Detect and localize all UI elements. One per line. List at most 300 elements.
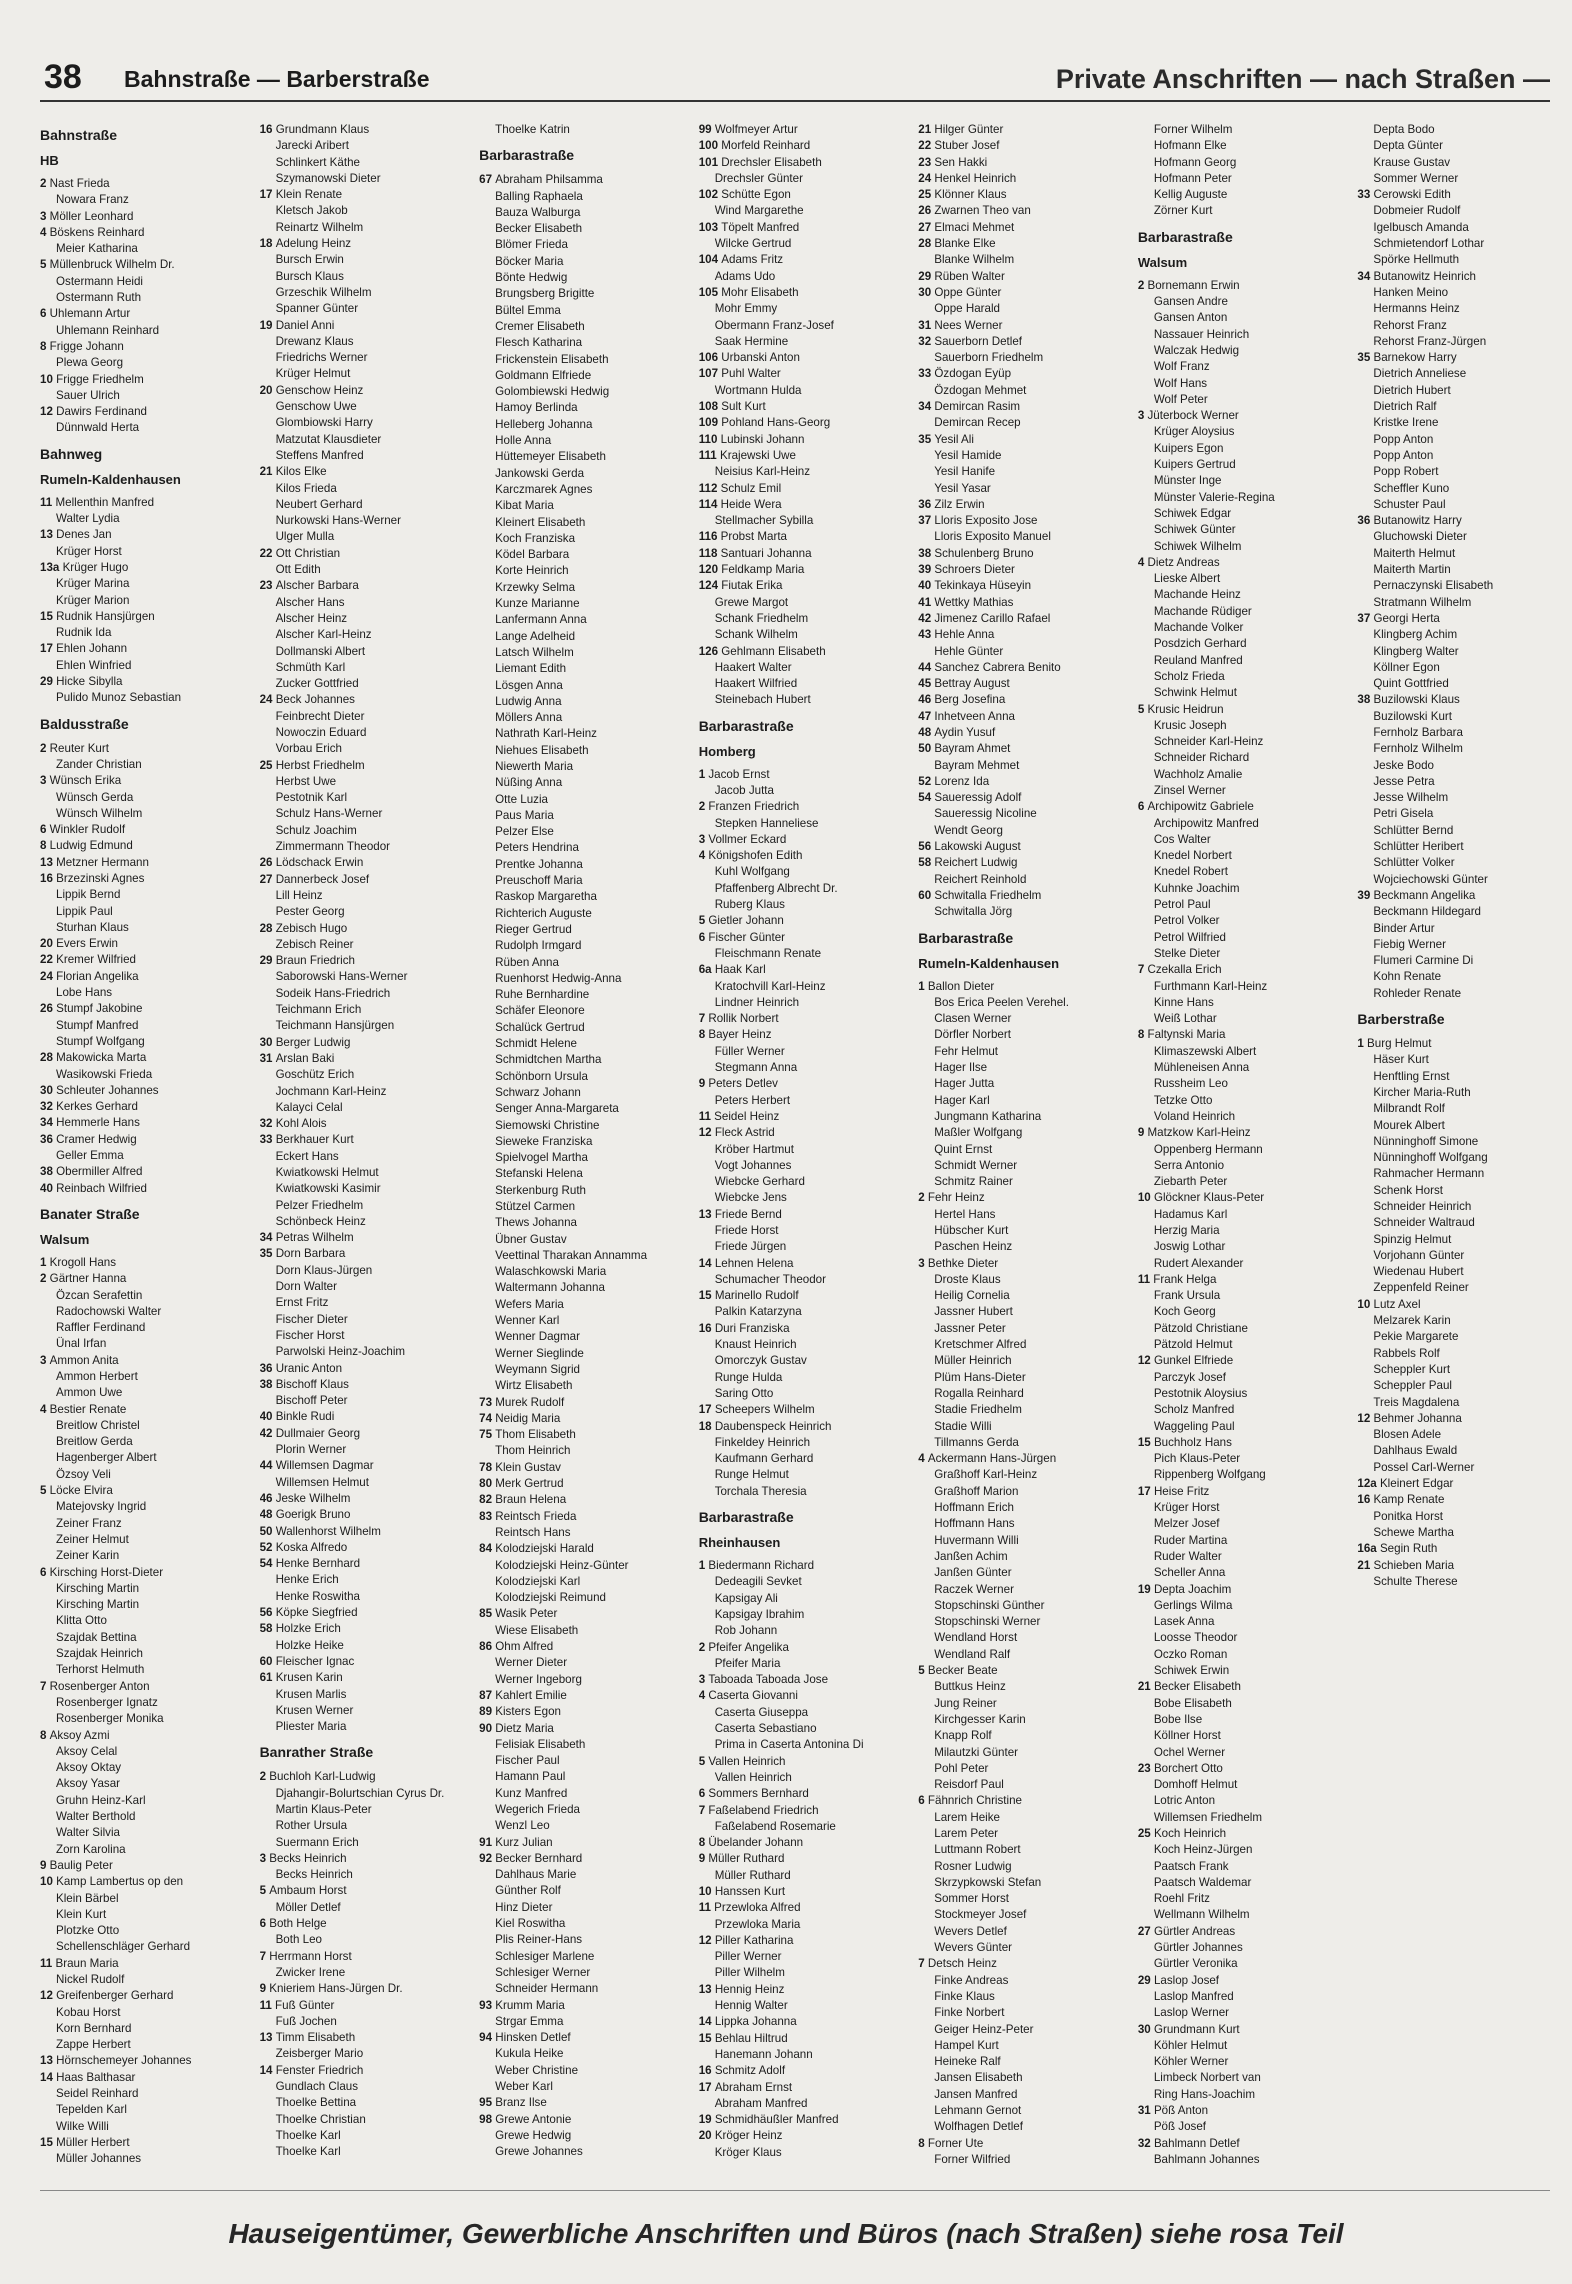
resident-entry: Wevers Günter: [934, 1941, 1012, 1955]
resident-entry: 38 Schulenberg Bruno: [918, 546, 1034, 560]
resident-entry: Dahlhaus Marie: [495, 1868, 577, 1882]
resident-entry: Jesse Wilhelm: [1373, 791, 1449, 805]
resident-entry: Veettinal Tharakan Annamma: [495, 1248, 648, 1262]
resident-entry: Flesch Katharina: [495, 336, 583, 350]
resident-entry: 3 Möller Leonhard: [40, 209, 134, 223]
resident-entry: Wenzl Leo: [495, 1819, 550, 1833]
resident-entry: Blömer Frieda: [495, 238, 568, 252]
resident-entry: Klingberg Walter: [1373, 644, 1459, 658]
resident-entry: Goldmann Elfriede: [495, 368, 592, 382]
resident-entry: 74 Neidig Maria: [479, 1411, 561, 1425]
resident-entry: Krüger Aloysius: [1153, 425, 1235, 439]
resident-entry: Münster Inge: [1153, 474, 1222, 488]
resident-entry: Zörner Kurt: [1153, 204, 1213, 218]
resident-entry: Treis Magdalena: [1373, 1395, 1460, 1409]
resident-entry: Wind Margarethe: [714, 204, 804, 218]
resident-entry: Lippik Bernd: [56, 888, 121, 902]
resident-entry: 6 Winkler Rudolf: [40, 823, 126, 837]
resident-entry: 86 Ohm Alfred: [479, 1640, 554, 1654]
street-heading: Baldusstraße: [40, 715, 129, 732]
resident-entry: Peters Hendrina: [495, 841, 579, 855]
resident-entry: Köllner Egon: [1373, 660, 1440, 674]
resident-entry: Blanke Wilhelm: [934, 253, 1015, 267]
resident-entry: Wiese Elisabeth: [495, 1623, 579, 1637]
resident-entry: Niehues Elisabeth: [495, 743, 589, 757]
resident-entry: Übner Gustav: [495, 1232, 567, 1246]
resident-entry: 105 Mohr Elisabeth: [698, 285, 799, 299]
resident-entry: Forner Wilhelm: [1153, 123, 1233, 136]
resident-entry: Stadie Willi: [934, 1419, 992, 1433]
directory-columns: [40, 122, 1555, 2172]
resident-entry: 9 Baulig Peter: [40, 1858, 113, 1872]
resident-entry: 42 Jimenez Carillo Rafael: [918, 611, 1051, 625]
resident-entry: Kuhnke Joachim: [1153, 881, 1240, 895]
resident-entry: 37 Lloris Exposito Jose: [918, 514, 1038, 528]
resident-entry: 40 Binkle Rudi: [259, 1410, 335, 1424]
resident-entry: 11 Braun Maria: [40, 1956, 119, 1970]
resident-entry: Szajdak Heinrich: [56, 1647, 143, 1661]
resident-entry: Melzer Josef: [1153, 1517, 1220, 1531]
resident-entry: Wolfhagen Detlef: [934, 2120, 1023, 2134]
resident-entry: Kirsching Martin: [56, 1581, 140, 1595]
resident-entry: Finke Andreas: [934, 1973, 1009, 1987]
resident-entry: 19 Schmidhäußler Manfred: [698, 2113, 839, 2127]
resident-entry: 80 Merk Gertrud: [479, 1477, 564, 1491]
resident-entry: 8 Übelander Johann: [698, 1836, 804, 1850]
resident-entry: Heineke Ralf: [934, 2055, 1001, 2069]
resident-entry: Häser Kurt: [1373, 1053, 1429, 1067]
resident-entry: Rudert Alexander: [1153, 1256, 1244, 1270]
resident-entry: 5 Ambaum Horst: [259, 1884, 347, 1898]
resident-entry: Hofmann Peter: [1153, 171, 1232, 185]
resident-entry: Özsoy Veli: [56, 1467, 111, 1481]
resident-entry: Bursch Erwin: [275, 253, 344, 267]
resident-entry: 32 Kohl Alois: [259, 1117, 327, 1131]
resident-entry: 28 Zebisch Hugo: [259, 921, 348, 935]
resident-entry: 10 Glöckner Klaus-Peter: [1137, 1191, 1265, 1205]
resident-entry: Krüger Marina: [56, 577, 130, 591]
resident-entry: Caserta Giuseppa: [714, 1705, 809, 1719]
resident-entry: Fischer Dieter: [275, 1312, 348, 1326]
resident-entry: Machande Heinz: [1153, 588, 1241, 602]
resident-entry: 8 Aksoy Azmi: [40, 1728, 110, 1742]
resident-entry: 20 Kröger Heinz: [698, 2129, 783, 2143]
resident-entry: Tetzke Otto: [1153, 1093, 1213, 1107]
resident-entry: Rob Johann: [714, 1624, 778, 1638]
resident-entry: Schneider Richard: [1153, 751, 1250, 765]
resident-entry: Zinsel Werner: [1153, 783, 1226, 797]
resident-entry: 12a Kleinert Edgar: [1357, 1477, 1454, 1491]
resident-entry: Waggeling Paul: [1153, 1419, 1235, 1433]
resident-entry: Walter Lydia: [56, 512, 120, 526]
resident-entry: Pelzer Else: [495, 825, 554, 839]
resident-entry: 35 Yesil Ali: [918, 432, 974, 446]
resident-entry: Krzewky Selma: [495, 580, 576, 594]
resident-entry: Krüger Helmut: [275, 367, 351, 381]
resident-entry: Larem Peter: [934, 1826, 999, 1840]
resident-entry: Torchala Theresia: [714, 1484, 807, 1498]
page-title: Bahnstraße — Barberstraße: [124, 66, 430, 92]
resident-entry: Buzilowski Kurt: [1373, 709, 1452, 723]
resident-entry: Ulger Mulla: [275, 530, 335, 544]
resident-entry: Depta Bodo: [1373, 123, 1435, 136]
resident-entry: Stopschinski Günther: [934, 1598, 1045, 1612]
resident-entry: Kolodziejski Heinz-Günter: [495, 1558, 629, 1572]
resident-entry: Sommer Horst: [934, 1892, 1009, 1906]
resident-entry: Wortmann Hulda: [714, 383, 802, 397]
resident-entry: Kunze Marianne: [495, 597, 580, 611]
resident-entry: 30 Oppe Günter: [918, 285, 1002, 299]
resident-entry: Laslop Manfred: [1153, 1989, 1234, 2003]
resident-entry: Becks Heinrich: [275, 1868, 353, 1882]
resident-entry: Jochmann Karl-Heinz: [275, 1084, 387, 1098]
resident-entry: Hadamus Karl: [1153, 1207, 1228, 1221]
resident-entry: Fernholz Barbara: [1373, 725, 1463, 739]
resident-entry: 46 Jeske Wilhelm: [259, 1491, 351, 1505]
resident-entry: Pestotnik Aloysius: [1153, 1386, 1248, 1400]
district-heading: Walsum: [40, 1231, 90, 1247]
resident-entry: Limbeck Norbert van: [1153, 2071, 1261, 2085]
resident-entry: Kiel Roswitha: [495, 1917, 566, 1931]
resident-entry: Reichert Reinhold: [934, 872, 1027, 886]
resident-entry: 26 Lödschack Erwin: [259, 856, 364, 870]
resident-entry: 16 Duri Franziska: [698, 1321, 790, 1335]
resident-entry: 124 Fiutak Erika: [698, 579, 783, 593]
resident-entry: Lobe Hans: [56, 986, 113, 1000]
resident-entry: Nünninghoff Wolfgang: [1373, 1151, 1488, 1165]
resident-entry: Rosenberger Ignatz: [56, 1695, 158, 1709]
resident-entry: 4 Böskens Reinhard: [40, 225, 145, 239]
resident-entry: 13a Krüger Hugo: [40, 560, 129, 574]
footer-note: Hauseigentümer, Gewerbliche Anschriften und Büros (nach Straßen) siehe rosa Teil: [228, 2218, 1344, 2249]
resident-entry: Piller Werner: [714, 1950, 782, 1964]
resident-entry: Kibat Maria: [495, 499, 554, 513]
resident-entry: 10 Kamp Lambertus op den: [40, 1875, 184, 1889]
resident-entry: 41 Wettky Mathias: [918, 595, 1014, 609]
resident-entry: Werner Dieter: [495, 1656, 568, 1670]
resident-entry: 120 Feldkamp Maria: [698, 563, 805, 577]
resident-entry: Saueressig Nicoline: [934, 807, 1037, 821]
resident-entry: 28 Blanke Elke: [918, 237, 996, 251]
resident-entry: 17 Scheepers Wilhelm: [698, 1403, 815, 1417]
resident-entry: 27 Elmaci Mehmet: [918, 220, 1015, 234]
resident-entry: Hager Karl: [934, 1093, 990, 1107]
resident-entry: Wenner Karl: [495, 1314, 560, 1328]
resident-entry: Binder Artur: [1373, 921, 1435, 935]
resident-entry: 15 Buchholz Hans: [1137, 1435, 1232, 1449]
resident-entry: 24 Florian Angelika: [40, 969, 139, 983]
resident-entry: 11 Fuß Günter: [259, 1998, 335, 2012]
resident-entry: Piller Wilhelm: [714, 1966, 785, 1980]
resident-entry: 29 Hicke Sibylla: [40, 675, 123, 689]
resident-entry: Hampel Kurt: [934, 2038, 999, 2052]
resident-entry: Jankowski Gerda: [495, 466, 585, 480]
resident-entry: 16 Kamp Renate: [1357, 1493, 1445, 1507]
resident-entry: Peters Herbert: [714, 1093, 791, 1107]
resident-entry: 39 Beckmann Angelika: [1357, 888, 1476, 902]
resident-entry: Vallen Heinrich: [714, 1770, 792, 1784]
resident-entry: 33 Berkhauer Kurt: [259, 1133, 354, 1147]
resident-entry: 16 Schmitz Adolf: [698, 2064, 786, 2078]
resident-entry: Strgar Emma: [495, 2014, 564, 2028]
resident-entry: 3 Ammon Anita: [40, 1353, 119, 1367]
resident-entry: 25 Klönner Klaus: [918, 188, 1007, 202]
resident-entry: 4 Ackermann Hans-Jürgen: [918, 1452, 1057, 1466]
resident-entry: Kröber Hartmut: [714, 1142, 794, 1156]
resident-entry: 4 Dietz Andreas: [1137, 555, 1220, 569]
resident-entry: Scholz Manfred: [1153, 1403, 1235, 1417]
resident-entry: Hüttemeyer Elisabeth: [495, 450, 606, 464]
resident-entry: 13 Hennig Heinz: [698, 1982, 785, 1996]
resident-entry: Saak Hermine: [714, 334, 789, 348]
resident-entry: Rohleder Renate: [1373, 986, 1462, 1000]
resident-entry: 35 Dorn Barbara: [259, 1247, 346, 1261]
resident-entry: 16 Brzezinski Agnes: [40, 871, 145, 885]
resident-entry: Ünal Irfan: [56, 1337, 107, 1351]
resident-entry: Lasek Anna: [1153, 1615, 1215, 1629]
resident-entry: Aksoy Oktay: [56, 1761, 122, 1775]
resident-entry: Quint Gottfried: [1373, 677, 1449, 691]
resident-entry: Wasikowski Frieda: [56, 1067, 153, 1081]
resident-entry: 56 Köpke Siegfried: [259, 1606, 358, 1620]
resident-entry: Obermann Franz-Josef: [714, 318, 834, 332]
resident-entry: Koch Georg: [1153, 1305, 1216, 1319]
resident-entry: Wilke Willi: [56, 2119, 109, 2133]
resident-entry: Knedel Norbert: [1153, 849, 1232, 863]
resident-entry: Golombiewski Hedwig: [495, 385, 610, 399]
resident-entry: Lindner Heinrich: [714, 995, 800, 1009]
resident-entry: 2 Pfeifer Angelika: [698, 1640, 789, 1654]
resident-entry: Bauza Walburga: [495, 205, 581, 219]
resident-entry: Waltermann Johanna: [495, 1281, 605, 1295]
resident-entry: Zebisch Reiner: [275, 937, 354, 951]
resident-entry: Schellenschläger Gerhard: [56, 1940, 191, 1954]
resident-entry: Alscher Karl-Heinz: [275, 628, 372, 642]
resident-entry: Gundlach Claus: [275, 2080, 359, 2094]
resident-entry: Schwarz Johann: [495, 1085, 581, 1099]
resident-entry: Pernaczynski Elisabeth: [1373, 579, 1494, 593]
resident-entry: Goschütz Erich: [275, 1068, 355, 1082]
resident-entry: Thom Heinrich: [495, 1444, 571, 1458]
resident-entry: 52 Lorenz Ida: [918, 774, 990, 788]
resident-entry: Kwiatkowski Kasimir: [275, 1182, 381, 1196]
resident-entry: Dietrich Ralf: [1373, 400, 1437, 414]
resident-entry: Machande Volker: [1153, 621, 1244, 635]
resident-entry: 33 Özdogan Eyüp: [918, 367, 1012, 381]
resident-entry: Kalayci Celal: [275, 1100, 343, 1114]
resident-entry: 26 Stumpf Jakobine: [40, 1002, 143, 1016]
resident-entry: Dörfler Norbert: [934, 1028, 1011, 1042]
resident-entry: Runge Hulda: [714, 1370, 783, 1384]
street-heading: Banrather Straße: [259, 1744, 374, 1761]
resident-entry: 2 Buchloh Karl-Ludwig: [259, 1770, 376, 1784]
street-heading: Barbarastraße: [479, 147, 575, 164]
resident-entry: Wendt Georg: [934, 823, 1003, 837]
resident-entry: Brungsberg Brigitte: [495, 287, 595, 301]
resident-entry: Paus Maria: [495, 808, 554, 822]
resident-entry: Maiterth Helmut: [1373, 546, 1456, 560]
resident-entry: 18 Daubenspeck Heinrich: [698, 1419, 832, 1433]
resident-entry: 31 Arslan Baki: [259, 1051, 335, 1065]
street-heading: Barbarastraße: [918, 929, 1014, 946]
resident-entry: Plis Reiner-Hans: [495, 1933, 583, 1947]
resident-entry: Schank Friedhelm: [714, 611, 809, 625]
resident-entry: Vorbau Erich: [275, 742, 342, 756]
district-heading: Homberg: [698, 743, 756, 759]
resident-entry: Hager Jutta: [934, 1077, 995, 1091]
resident-entry: Flumeri Carmine Di: [1373, 954, 1474, 968]
resident-entry: 87 Kahlert Emilie: [479, 1688, 567, 1702]
resident-entry: Gansen Andre: [1153, 295, 1228, 309]
resident-entry: Wünsch Wilhelm: [56, 806, 143, 820]
resident-entry: Rosenberger Monika: [56, 1712, 164, 1726]
resident-entry: Pöß Josef: [1153, 2120, 1207, 2134]
resident-entry: Neubert Gerhard: [275, 497, 363, 511]
resident-entry: 14 Lehnen Helena: [698, 1256, 794, 1270]
resident-entry: Helleberg Johanna: [495, 417, 593, 431]
resident-entry: Thoelke Bettina: [275, 2096, 357, 2110]
resident-entry: 111 Krajewski Uwe: [698, 448, 797, 462]
resident-entry: Dedeagili Sevket: [714, 1575, 802, 1589]
resident-entry: Steffens Manfred: [275, 448, 364, 462]
resident-entry: Thoelke Karl: [275, 2145, 341, 2159]
resident-entry: 11 Przewloka Alfred: [698, 1901, 801, 1915]
resident-entry: Özcan Serafettin: [56, 1288, 143, 1302]
resident-entry: 60 Fleischer Ignac: [259, 1654, 355, 1668]
resident-entry: Reisdorf Paul: [934, 1778, 1004, 1792]
resident-entry: Scheffler Kuno: [1373, 481, 1450, 495]
resident-entry: Holzke Heike: [275, 1638, 344, 1652]
resident-entry: Schiwek Wilhelm: [1153, 539, 1242, 553]
resident-entry: Reintsch Hans: [495, 1525, 571, 1539]
resident-entry: 1 Burg Helmut: [1357, 1037, 1432, 1051]
resident-entry: 73 Murek Rudolf: [479, 1395, 565, 1409]
resident-entry: Kircher Maria-Ruth: [1373, 1085, 1471, 1099]
resident-entry: Knapp Rolf: [934, 1729, 992, 1743]
resident-entry: Sodeik Hans-Friedrich: [275, 986, 391, 1000]
resident-entry: Clasen Werner: [934, 1012, 1012, 1026]
resident-entry: Stelke Dieter: [1153, 946, 1221, 960]
resident-entry: 9 Matzkow Karl-Heinz: [1137, 1126, 1251, 1140]
resident-entry: Kolodziejski Reimund: [495, 1591, 606, 1605]
resident-entry: Fischer Horst: [275, 1328, 345, 1342]
resident-entry: 82 Braun Helena: [479, 1493, 567, 1507]
resident-entry: Schlütter Volker: [1373, 856, 1455, 870]
resident-entry: 48 Goerigk Bruno: [259, 1508, 351, 1522]
district-heading: Rumeln-Kaldenhausen: [918, 955, 1060, 971]
resident-entry: Mourek Albert: [1373, 1118, 1445, 1132]
resident-entry: 112 Schulz Emil: [698, 481, 782, 495]
resident-entry: Bahlmann Johannes: [1153, 2152, 1260, 2166]
resident-entry: Aksoy Celal: [56, 1744, 118, 1758]
resident-entry: Schlesiger Marlene: [495, 1949, 595, 1963]
street-section: [699, 717, 897, 1500]
street-heading: Barbarastraße: [698, 1509, 794, 1526]
resident-entry: Heilig Cornelia: [934, 1289, 1010, 1303]
resident-entry: Skrzypkowski Stefan: [934, 1875, 1042, 1889]
resident-entry: Günther Rolf: [495, 1884, 561, 1898]
resident-entry: Möller Detlef: [275, 1900, 341, 1914]
resident-entry: Kröger Klaus: [714, 2145, 782, 2159]
resident-entry: Stützel Carmen: [495, 1200, 576, 1213]
resident-entry: 38 Obermiller Alfred: [40, 1165, 143, 1179]
resident-entry: Krüger Horst: [56, 544, 122, 558]
resident-entry: Hoffmann Hans: [934, 1517, 1015, 1531]
resident-entry: Kapsigay Ali: [714, 1591, 778, 1605]
resident-entry: 36 Cramer Hedwig: [40, 1132, 137, 1146]
resident-entry: 19 Daniel Anni: [259, 318, 335, 332]
resident-entry: Archipowitz Manfred: [1153, 816, 1259, 830]
resident-entry: Rüben Anna: [495, 955, 559, 969]
resident-entry: Pfeifer Maria: [714, 1656, 781, 1670]
resident-entry: Werner Sieglinde: [495, 1346, 584, 1360]
resident-entry: Friedrichs Werner: [275, 351, 368, 365]
page-number: 38: [44, 58, 82, 96]
resident-entry: Scheller Anna: [1153, 1566, 1226, 1580]
street-heading: Bahnstraße: [40, 127, 118, 143]
resident-entry: Ludwig Anna: [495, 694, 562, 708]
resident-entry: 50 Bayram Ahmet: [918, 742, 1011, 756]
resident-entry: 98 Grewe Antonie: [479, 2112, 572, 2126]
resident-entry: Cremer Elisabeth: [495, 319, 585, 333]
resident-entry: 101 Drechsler Elisabeth: [698, 155, 822, 169]
resident-entry: Schumacher Theodor: [714, 1272, 826, 1286]
resident-entry: 89 Kisters Egon: [479, 1705, 561, 1719]
resident-entry: 94 Hinsken Detlef: [479, 2031, 571, 2045]
resident-entry: 11 Frank Helga: [1137, 1272, 1217, 1286]
resident-entry: 5 Müllenbruck Wilhelm Dr.: [40, 258, 175, 272]
resident-entry: 24 Henkel Heinrich: [918, 171, 1017, 185]
resident-entry: Jansen Elisabeth: [934, 2071, 1023, 2085]
resident-entry: 8 Ludwig Edmund: [40, 839, 133, 853]
resident-entry: 8 Forner Ute: [918, 2136, 984, 2150]
resident-entry: Ehlen Winfried: [56, 658, 132, 672]
resident-entry: Stadie Friedhelm: [934, 1403, 1022, 1417]
resident-entry: Lanfermann Anna: [495, 613, 587, 627]
resident-entry: 10 Frigge Friedhelm: [40, 372, 144, 386]
resident-entry: 23 Sen Hakki: [918, 155, 988, 169]
resident-entry: Paatsch Waldemar: [1153, 1875, 1252, 1889]
resident-entry: Klein Kurt: [56, 1907, 107, 1921]
resident-entry: Buttkus Heinz: [934, 1680, 1006, 1694]
resident-entry: 32 Kerkes Gerhard: [40, 1100, 138, 1114]
resident-entry: Kunz Manfred: [495, 1786, 568, 1800]
resident-entry: Furthmann Karl-Heinz: [1153, 979, 1268, 993]
resident-entry: Herbst Uwe: [275, 774, 337, 788]
resident-entry: Nickel Rudolf: [56, 1972, 125, 1986]
resident-entry: 13 Metzner Hermann: [40, 855, 149, 869]
resident-entry: Martin Klaus-Peter: [275, 1802, 372, 1816]
resident-entry: Stratmann Wilhelm: [1373, 595, 1472, 609]
resident-entry: Köllner Horst: [1153, 1729, 1221, 1743]
resident-entry: Sauerborn Friedhelm: [934, 351, 1044, 365]
resident-entry: Jungmann Katharina: [934, 1109, 1042, 1123]
resident-entry: Jansen Manfred: [934, 2087, 1018, 2101]
resident-entry: Lange Adelheid: [495, 629, 576, 643]
resident-entry: Krüger Horst: [1153, 1501, 1220, 1515]
resident-entry: Droste Klaus: [934, 1272, 1001, 1286]
resident-entry: 54 Henke Bernhard: [259, 1557, 361, 1571]
resident-entry: Luttmann Robert: [934, 1843, 1021, 1857]
resident-entry: 61 Krusen Karin: [259, 1671, 343, 1685]
resident-entry: Friede Jürgen: [714, 1240, 787, 1254]
resident-entry: Paatsch Frank: [1153, 1859, 1229, 1873]
resident-entry: 17 Ehlen Johann: [40, 642, 128, 656]
resident-entry: 38 Bischoff Klaus: [259, 1377, 349, 1391]
resident-entry: Schulz Hans-Werner: [275, 807, 383, 821]
resident-entry: 12 Greifenberger Gerhard: [40, 1989, 174, 2003]
resident-entry: 90 Dietz Maria: [479, 1721, 554, 1735]
